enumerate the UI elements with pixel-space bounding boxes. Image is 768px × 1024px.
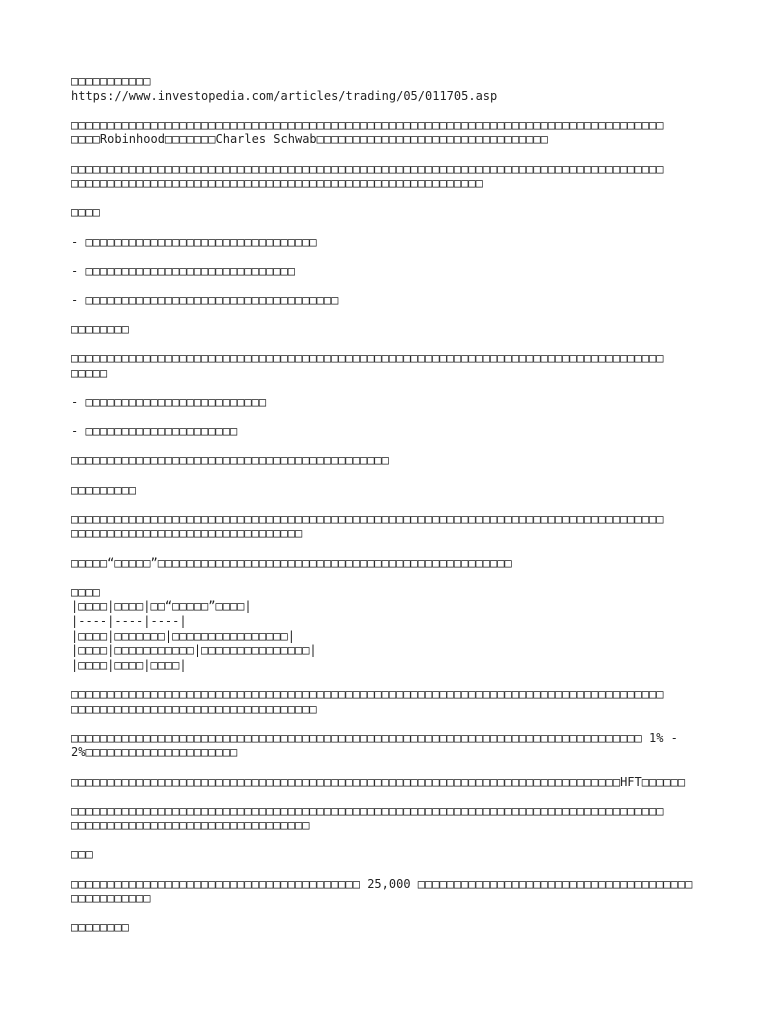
text-line: □□□□□□□□□ <box>71 482 137 497</box>
text-line: □□□□□□□□□□□□□□□□□□□□□□□□□□□□□□□□□□□□□□□□□□□□□□□□□□□□□□□□□□□□□□□□□□□□□□□□□□□□□□□□□□ <box>71 511 664 526</box>
text-line: □□□□ <box>71 584 100 599</box>
text-line: 2%□□□□□□□□□□□□□□□□□□□□□ <box>71 745 238 760</box>
list-item: - □□□□□□□□□□□□□□□□□□□□□□□□□□□□□□□□ <box>71 234 317 249</box>
blank-line <box>71 541 711 556</box>
table-row: |----|----|----| <box>71 613 187 628</box>
blank-line <box>71 439 711 454</box>
text-line: □□□□□□□□□□□□□□□□□□□□□□□□□□□□□□□□□□□□□□□□□□□□□□□□□□□□□□□□□□□□□□□□□□□□□□□□□□□□□□□□□□ <box>71 117 664 132</box>
blank-line <box>71 147 711 162</box>
blank-line <box>71 103 711 118</box>
text-line: □□□□□□□□□□□□□□□□□□□□□□□□□□□□□□□□□□□□□□□□□□□□□□□□□□□□□□□□□ <box>71 176 483 191</box>
blank-line <box>71 833 711 848</box>
text-line: □□□□□□□□□□□□□□□□□□□□□□□□□□□□□□□□□□□□□□□□□□□□□□□□□□□□□□□□□□□□□□□□□□□□□□□□□□□□□□□□□□ <box>71 803 664 818</box>
list-item: - □□□□□□□□□□□□□□□□□□□□□ <box>71 424 238 439</box>
blank-line <box>71 191 711 206</box>
text-line: □□□□Robinhood□□□□□□□Charles Schwab□□□□□□□□□□□□□□□□□□□□□□□□□□□□□□□□ <box>71 132 548 147</box>
table-row: |□□□□|□□□□|□□“□□□□□”□□□□| <box>71 599 252 614</box>
text-line: □□□□□□□□□□□□□□□□□□□□□□□□□□□□□□□□□□□□□□□□□□□□□□□□□□□□□□□□□□□□□□□□□□□□□□□□□□□□□□□□□□ <box>71 351 664 366</box>
source-url: https://www.investopedia.com/articles/trading/05/011705.asp <box>71 88 498 103</box>
list-item: - □□□□□□□□□□□□□□□□□□□□□□□□□ <box>71 395 267 410</box>
document-body <box>71 74 711 935</box>
table-row: |□□□□|□□□□□□□|□□□□□□□□□□□□□□□□| <box>71 628 295 643</box>
text-line: □□□□□□□□□□□□□□□□□□□□□□□□□□□□□□□□□□□□□□□□□□□□□□□□□□□□□□□□□□□□□□□□□□□□□□□□□□□□□□□□□□ <box>71 161 664 176</box>
blank-line <box>71 468 711 483</box>
blank-line <box>71 789 711 804</box>
text-line: □□□□□ <box>71 365 108 380</box>
list-item: - □□□□□□□□□□□□□□□□□□□□□□□□□□□□□□□□□□□ <box>71 292 339 307</box>
text-line: □□□□□□□□ <box>71 920 129 935</box>
text-line: □□□□□□□□□□□□□□□□□□□□□□□□□□□□□□□□□□□□□□□□□□□□□□□□□□□□□□□□□□□□□□□□□□□□□□□□□□□□□□□ 1% - <box>71 730 678 745</box>
blank-line <box>71 716 711 731</box>
blank-line <box>71 862 711 877</box>
text-line: □□□□□□□□□□□□□□□□□□□□□□□□□□□□□□□□□□□□□□□□□□□□□□□□□□□□□□□□□□□□□□□□□□□□□□□□□□□□□□□□□□ <box>71 686 664 701</box>
blank-line <box>71 906 711 921</box>
text-line: □□□ <box>71 847 93 862</box>
blank-line <box>71 337 711 352</box>
text-line: □□□□□□□□□□□□□□□□□□□□□□□□□□□□□□□□□□□□□□□□□□□□□□□□□□□□□□□□□□□□□□□□□□□□□□□□□□□□HFT□□□□□□ <box>71 774 686 789</box>
text-line: □□□□□□□□□□□□□□□□□□□□□□□□□□□□□□□□□□□□□□□□ 25,000 □□□□□□□□□□□□□□□□□□□□□□□□□□□□□□□□□□□□□□ <box>71 876 693 891</box>
text-line: □□□□ <box>71 205 100 220</box>
blank-line <box>71 760 711 775</box>
text-line: □□□□□□□□ <box>71 322 129 337</box>
table-row: |□□□□|□□□□|□□□□| <box>71 657 187 672</box>
text-line: □□□□□□□□□□□□□□□□□□□□□□□□□□□□□□□□□□□□□□□□□□□□ <box>71 453 389 468</box>
blank-line <box>71 220 711 235</box>
text-line: □□□□□□□□□□□ <box>71 891 151 906</box>
blank-line <box>71 672 711 687</box>
blank-line <box>71 380 711 395</box>
table-row: |□□□□|□□□□□□□□□□□|□□□□□□□□□□□□□□□| <box>71 643 317 658</box>
blank-line <box>71 410 711 425</box>
blank-line <box>71 497 711 512</box>
blank-line <box>71 308 711 323</box>
blank-line <box>71 278 711 293</box>
list-item: - □□□□□□□□□□□□□□□□□□□□□□□□□□□□□ <box>71 263 295 278</box>
blank-line <box>71 570 711 585</box>
text-line: □□□□□□□□□□□□□□□□□□□□□□□□□□□□□□□□□ <box>71 818 310 833</box>
text-line: □□□□□□□□□□□ <box>71 74 151 88</box>
text-line: □□□□□“□□□□□”□□□□□□□□□□□□□□□□□□□□□□□□□□□□□□□□□□□□□□□□□□□□□□□□□ <box>71 555 512 570</box>
text-line: □□□□□□□□□□□□□□□□□□□□□□□□□□□□□□□□□□ <box>71 701 317 716</box>
text-line: □□□□□□□□□□□□□□□□□□□□□□□□□□□□□□□□ <box>71 526 303 541</box>
blank-line <box>71 249 711 264</box>
